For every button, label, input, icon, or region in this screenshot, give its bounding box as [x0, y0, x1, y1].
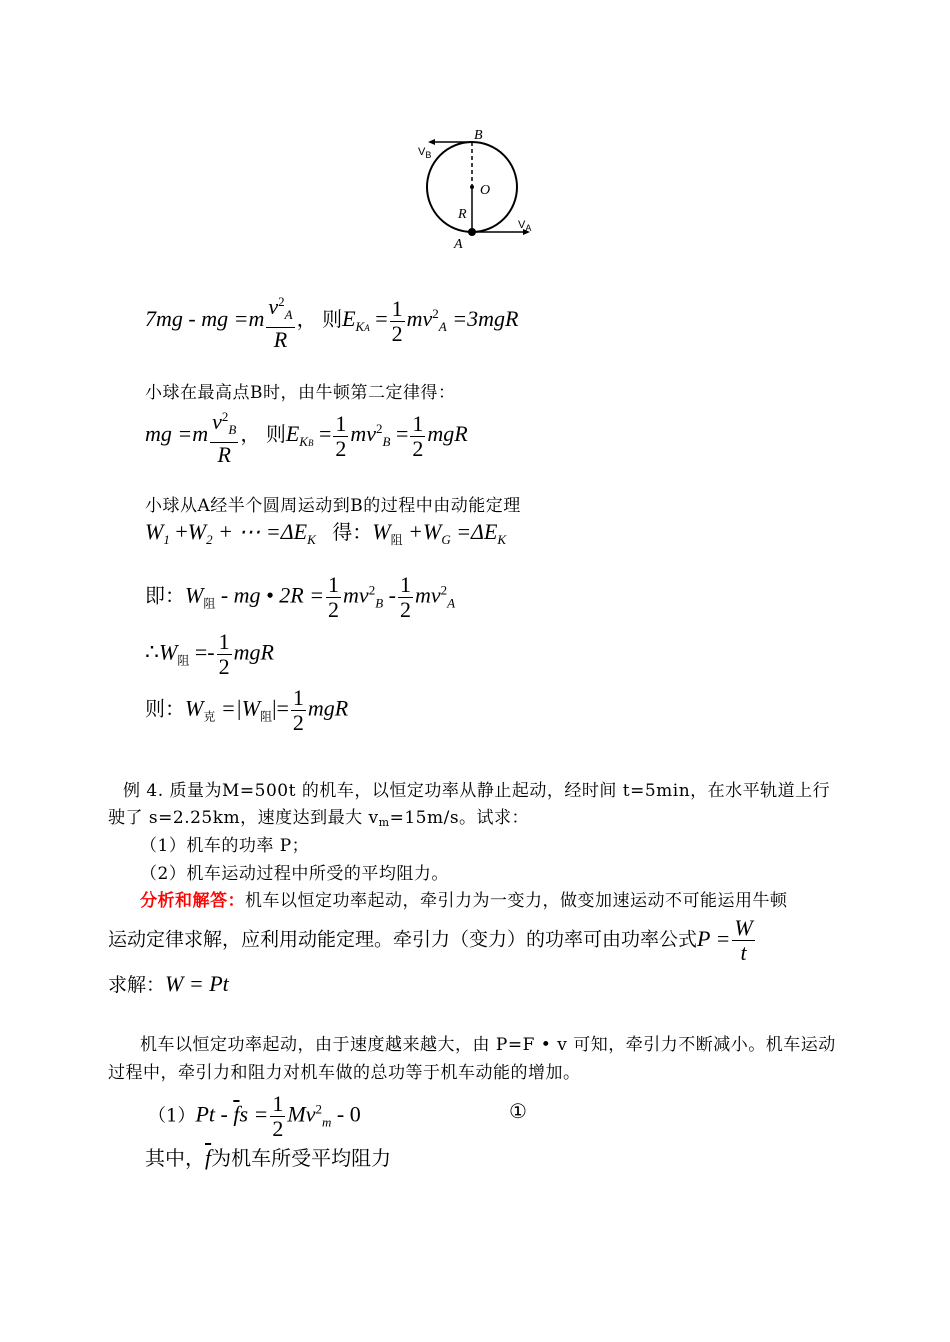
- circle-diagram: [410, 125, 550, 255]
- label-vB: $V_B$: [418, 146, 432, 160]
- label-A: A: [454, 237, 463, 252]
- analysis-line2: 运动定律求解，应利用动能定理。牵引力（变力）的功率可由功率公式P = $\frac{W}{t}$: [108, 915, 753, 965]
- label-O: O: [480, 183, 491, 198]
- last-line: 其中，$\overline{f}$为机车所受平均阻力: [145, 1145, 392, 1170]
- text-kinetic-theorem: 小球从A经半个圆周运动到B的过程中由动能定理: [145, 496, 521, 516]
- equation-6: 则：$W_克 =|W_阻|=$ $\frac{1}{2}$ mgR: [145, 685, 349, 735]
- label-vA: $V_A$: [518, 219, 532, 233]
- vB-arrowhead: [428, 139, 435, 145]
- equation-2: mg =m $\frac{v^2_B}{R}$ ， 则$E_{KB}$ = $\frac{1}{2}$ $mv^2_B$ = $\frac{1}{2}$ mgR: [145, 405, 468, 467]
- question-2: （2）机车运动过程中所受的平均阻力。: [140, 864, 449, 884]
- analysis-line1: 分析和解答：机车以恒定功率起动，牵引力为一变力，做变加速运动不可能运用牛顿: [140, 891, 788, 911]
- equation-1: 7mg - mg =m $\frac{v^2_A}{R}$ ， 则$E_{KA}$ = $\frac{1}{2}$ $mv^2_A =3mgR$: [145, 290, 518, 352]
- question-1: （1）机车的功率 P；: [140, 836, 310, 856]
- analysis-line3: 求解：W = Pt: [108, 971, 229, 996]
- center-dot: [470, 185, 474, 189]
- analysis-label: 分析和解答：: [140, 891, 245, 911]
- equation-5: $\therefore W_阻$ =- $\frac{1}{2}$ mgR: [145, 629, 274, 679]
- paragraph-line2: 过程中，牵引力和阻力对机车做的总功等于机车动能的增加。: [108, 1063, 581, 1083]
- example-4-line1: 例 4. 质量为M=500t 的机车，以恒定功率从静止起动，经时间 t=5min，在水平轨道上行: [123, 781, 831, 801]
- equation-3: $W_1 +W_2$ + ⋯ $=\Delta E_K$ 得：$W_阻 +W_G =\Delta E_K$: [145, 519, 507, 547]
- equation-4: 即：$W_阻$ - mg • 2R = $\frac{1}{2}$ $mv^2_B$ - $\frac{1}{2}$ $mv^2_A$: [145, 572, 456, 622]
- label-B: B: [474, 128, 483, 143]
- paragraph-line1: 机车以恒定功率起动，由于速度越来越大，由 P=F • v 可知，牵引力不断减小。机车运动: [140, 1035, 836, 1055]
- text-highest-point: 小球在最高点B时，由牛顿第二定律得：: [145, 383, 456, 403]
- equation-number-1: ①: [509, 1099, 527, 1123]
- label-R: R: [458, 207, 467, 222]
- example-4-line2: 驶了 s=2.25km，速度达到最大 vm=15m/s。试求：: [108, 808, 530, 829]
- equation-7: $(1)Pt - \overline{f}s$ = $\frac{1}{2}$ $Mv^2_m - 0$: [148, 1091, 361, 1141]
